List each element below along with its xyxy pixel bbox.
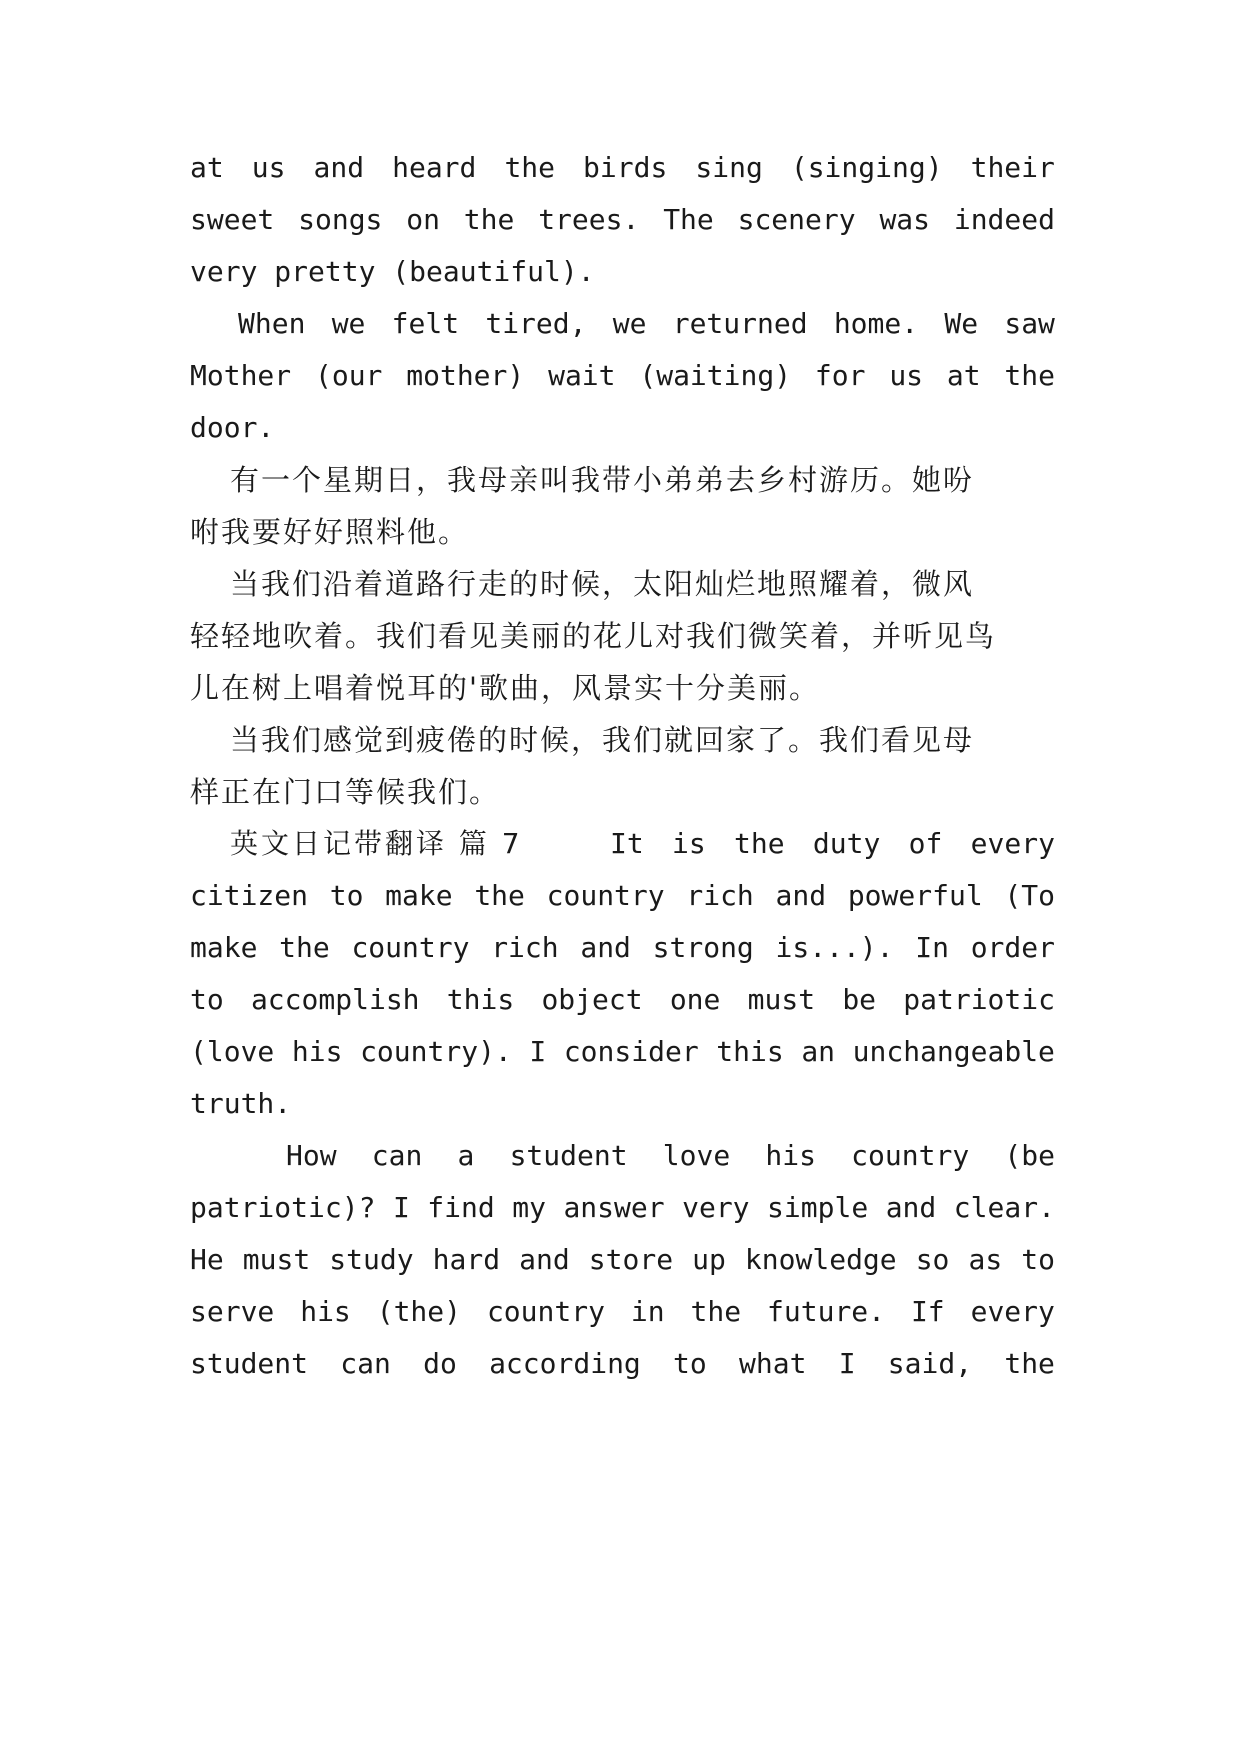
word: be [842,983,877,1016]
word: home. [833,307,919,340]
word: and [580,931,631,964]
word: country [851,1139,970,1172]
word: the [463,203,515,236]
word: clear. [953,1191,1055,1224]
text-line [610,824,1055,864]
text-line [286,1136,1055,1176]
word: duty [812,827,881,860]
word: country [546,879,665,912]
word: consider [563,1035,699,1068]
word: He [190,1243,224,1276]
word: said, [887,1347,973,1380]
word: In [915,931,949,964]
text-line [190,928,1055,968]
word: every [970,827,1055,860]
word: must [242,1243,311,1276]
word: make [190,931,258,964]
word: (love [190,1035,275,1068]
word: study [329,1243,414,1276]
word: love [662,1139,731,1172]
text-line: 咐我要好好照料他。 [190,515,470,549]
word: mother) [406,359,525,392]
text-line: 儿在树上唱着悦耳的'歌曲，风景实十分美丽。 [190,671,820,705]
text-line [190,1240,1055,1280]
word: of [908,827,943,860]
text-line: 样正在门口等候我们。 [190,775,501,809]
word: sweet [190,203,275,236]
word: their [970,151,1055,184]
word: we [612,307,647,340]
word: at [190,151,224,184]
word: so [915,1243,950,1276]
word: rich [686,879,754,912]
word: patriotic [903,983,1055,1016]
word: this [716,1035,784,1068]
word: (singing) [790,151,943,184]
word: one [669,983,721,1016]
word: answer [563,1191,665,1224]
word: my [512,1191,546,1224]
word: is [672,827,706,860]
word: future. [767,1295,886,1328]
word: us [251,151,286,184]
text-line [190,1188,1055,1228]
word: (the) [376,1295,462,1328]
word: to [190,983,224,1016]
word: every [970,1295,1055,1328]
word: country). [360,1035,512,1068]
word: I [838,1347,856,1380]
word: is...). [775,931,894,964]
word: this [446,983,515,1016]
word: knowledge [744,1243,897,1276]
word: student [509,1139,628,1172]
word: (be [1004,1139,1055,1172]
word: citizen [190,879,309,912]
word: unchangeable [852,1035,1055,1068]
word: in [630,1295,665,1328]
word: I [392,1191,410,1224]
word: accomplish [250,983,420,1016]
word: felt [391,307,460,340]
text-line: truth. [190,1087,292,1120]
word: us [889,359,924,392]
word: the [279,931,330,964]
word: as [968,1243,1003,1276]
word: When [238,307,306,340]
word: the [1004,1347,1055,1380]
word: patriotic)? [190,1191,376,1224]
word: Mother [190,359,292,392]
word: and [885,1191,937,1224]
word: heard [392,151,477,184]
word: according [489,1347,641,1380]
section-heading-line [230,824,1055,864]
word: student [190,1347,309,1380]
word: (waiting) [639,359,792,392]
word: do [423,1347,457,1380]
word: the [690,1295,742,1328]
word: wait [548,359,616,392]
word: the [1004,359,1055,392]
text-line: 有一个星期日，我母亲叫我带小弟弟去乡村游历。她吩 [230,463,975,497]
word: his [291,1035,343,1068]
word: scenery [737,203,856,236]
word: up [692,1243,726,1276]
word: (our [314,359,383,392]
word: serve [190,1295,275,1328]
word: We [944,307,979,340]
text-line: very pretty (beautiful). [190,255,595,288]
word: simple [767,1191,869,1224]
word: to [1021,1243,1055,1276]
word: object [541,983,643,1016]
text-line [190,1344,1055,1384]
word: his [765,1139,816,1172]
word: an [801,1035,836,1068]
text-line [190,980,1055,1020]
word: returned [672,307,808,340]
word: can [340,1347,391,1380]
text-line [190,1032,1055,1072]
word: and [313,151,365,184]
text-line: 当我们沿着道路行走的时候，太阳灿烂地照耀着，微风 [230,567,975,601]
word: what [739,1347,807,1380]
word: a [457,1139,475,1172]
word: How [286,1139,337,1172]
text-line [190,876,1055,916]
word: hard [432,1243,501,1276]
word: tired, [485,307,587,340]
word: I [529,1035,547,1068]
word: the [504,151,556,184]
word: can [371,1139,423,1172]
word: It [610,827,644,860]
text-line: 当我们感觉到疲倦的时候，我们就回家了。我们看见母 [230,723,975,757]
word: order [970,931,1055,964]
text-line [190,148,1055,188]
word: on [406,203,440,236]
word: powerful [847,879,983,912]
word: his [300,1295,351,1328]
word: very [682,1191,750,1224]
word: strong [652,931,754,964]
word: sing [695,151,763,184]
word: birds [583,151,668,184]
word: the [734,827,785,860]
word: the [474,879,525,912]
text-line [190,200,1055,240]
word: make [385,879,453,912]
word: trees. [538,203,640,236]
word: indeed [953,203,1055,236]
word: and [775,879,827,912]
word: saw [1004,307,1055,340]
text-line [238,304,1055,344]
word: country [351,931,470,964]
text-line: 轻轻地吹着。我们看见美丽的花儿对我们微笑着，并听见鸟 [190,619,997,653]
section-title: 英文日记带翻译 篇 7 [230,827,523,860]
word: songs [298,203,383,236]
word: for [814,359,866,392]
word: to [329,879,364,912]
word: The [663,203,714,236]
word: store [588,1243,674,1276]
word: to [673,1347,707,1380]
word: (To [1004,879,1055,912]
word: we [331,307,366,340]
word: rich [491,931,559,964]
word: If [910,1295,945,1328]
text-line: door. [190,411,275,444]
word: and [519,1243,570,1276]
text-line [190,356,1055,396]
word: must [747,983,816,1016]
text-line [190,1292,1055,1332]
word: was [879,203,931,236]
word: find [427,1191,495,1224]
word: country [486,1295,605,1328]
word: at [946,359,981,392]
